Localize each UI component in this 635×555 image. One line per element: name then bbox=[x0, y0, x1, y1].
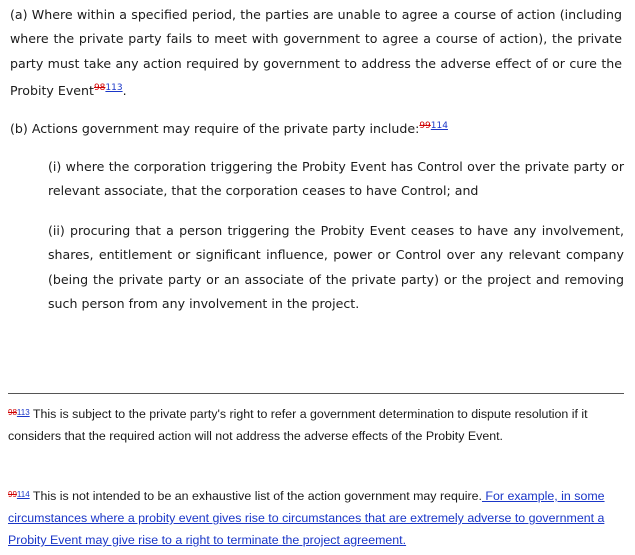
footnote-separator bbox=[8, 393, 624, 394]
paragraph-b-deleted-footnote-ref[interactable]: 99 bbox=[419, 121, 431, 131]
paragraph-ii bbox=[48, 219, 624, 316]
footnote-113-deleted-number: 98 bbox=[8, 408, 17, 417]
paragraph-a-footnote-ref[interactable]: 113 bbox=[105, 82, 123, 93]
footnote-114-inserted-text: For example, in some circumstances where a probity event gives rise to circumstances that are extremely adverse to government a Probity Event may give rise to a right to terminate the project agreement. bbox=[8, 489, 605, 547]
paragraph-ii-text: (ii) procuring that a person triggering the Probity Event ceases to have any involvement, shares, entitlement or significant influence, power or Control over any relevant company (being the private party or an associate of the private party) or the project and removing such person from any involvement in the project. bbox=[48, 223, 624, 311]
footnote-114-text: This is not intended to be an exhaustive list of the action government may require. bbox=[29, 489, 482, 503]
paragraph-i-text: (i) where the corporation triggering the Probity Event has Control over the private party or relevant associate, that the corporation ceases to have Control; and bbox=[48, 159, 624, 199]
paragraph-a-tail: . bbox=[122, 82, 127, 98]
footnote-113-text: This is subject to the private party's right to refer a government determination to dispute resolution if it considers that the required action will not address the adverse effects of the Probity Event. bbox=[8, 407, 588, 443]
paragraph-b bbox=[10, 114, 622, 141]
footnote-113 bbox=[8, 402, 626, 447]
paragraph-i bbox=[48, 155, 624, 204]
paragraph-a-text: (a) Where within a specified period, the parties are unable to agree a course of action (including where the private party fails to meet with government to agree a course of action), the private party must take any action required by government to address the adverse effect of or cure the Probity Event bbox=[10, 7, 622, 98]
footnote-114 bbox=[8, 484, 626, 551]
paragraph-b-text: (b) Actions government may require of the private party include: bbox=[10, 121, 420, 136]
footnote-114-deleted-number: 99 bbox=[8, 490, 17, 499]
footnote-113-number: 113 bbox=[16, 408, 30, 417]
paragraph-a bbox=[10, 3, 622, 103]
footnote-114-number: 114 bbox=[16, 490, 30, 499]
paragraph-a-deleted-footnote-ref[interactable]: 98 bbox=[93, 82, 106, 93]
paragraph-b-footnote-ref[interactable]: 114 bbox=[430, 121, 448, 131]
